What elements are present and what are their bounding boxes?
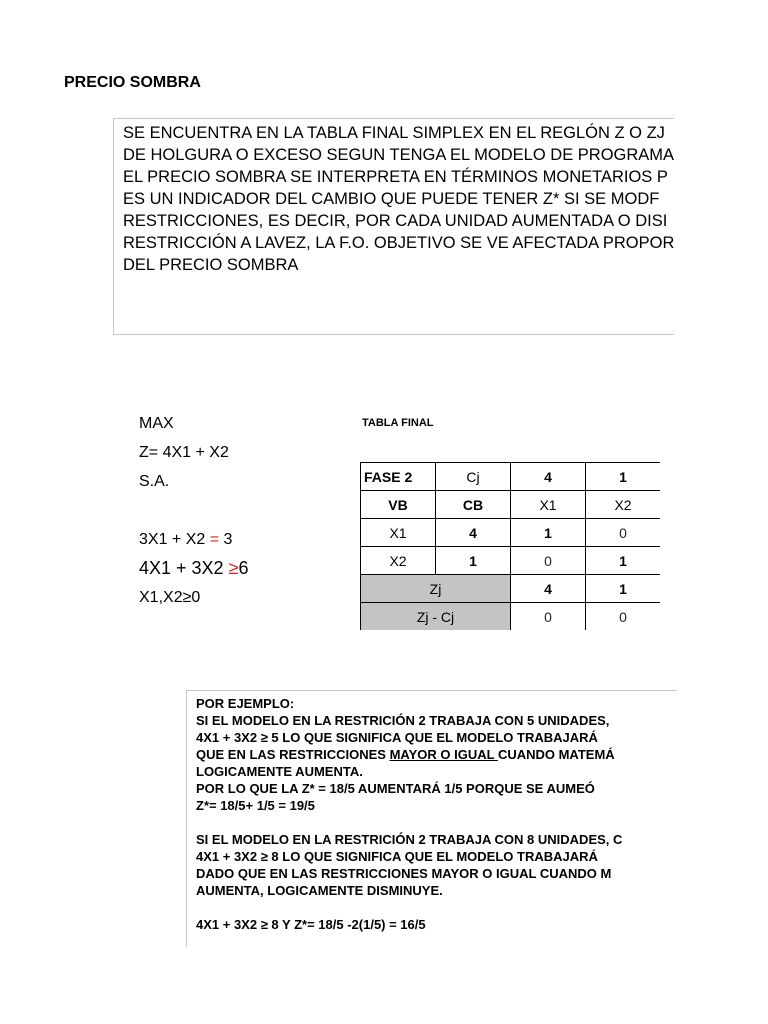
example-line: QUE EN LAS RESTRICCIONES MAYOR O IGUAL CUANDO MATEMÁ — [196, 747, 615, 762]
simplex-table-container — [360, 462, 660, 630]
table-row-zj-cj — [361, 603, 661, 631]
table-row-header — [361, 491, 661, 519]
example-line: SI EL MODELO EN LA RESTRICIÓN 2 TRABAJA CON 8 UNIDADES, C — [196, 832, 623, 847]
definition-line: DEL PRECIO SOMBRA — [123, 256, 299, 274]
example-line: POR EJEMPLO: — [196, 696, 295, 711]
vb-cell: X2 — [361, 547, 436, 575]
objective-type: MAX — [139, 415, 174, 432]
example-line: AUMENTA, LOGICAMENTE DISMINUYE. — [196, 883, 443, 898]
table-row — [361, 519, 661, 547]
lp-model — [139, 409, 248, 612]
constraint-2-left: 4X1 + 3X2 — [139, 558, 229, 578]
page-title: PRECIO SOMBRA — [64, 74, 201, 91]
definition-line: SE ENCUENTRA EN LA TABLA FINAL SIMPLEX EN EL REGLÓN Z O ZJ — [123, 124, 665, 142]
example-line: 4X1 + 3X2 ≥ 8 LO QUE SIGNIFICA QUE EL MODELO TRABAJARÁ — [196, 849, 598, 864]
constraint-1-operator: = — [209, 531, 220, 548]
constraint-1-right: 3 — [219, 531, 233, 548]
example-line: 4X1 + 3X2 ≥ 5 LO QUE SIGNIFICA QUE EL MODELO TRABAJARÁ — [196, 730, 598, 745]
vb-cell: X1 — [361, 519, 436, 547]
zj-value: 1 — [586, 575, 661, 603]
definition-line: DE HOLGURA O EXCESO SEGUN TENGA EL MODELO DE PROGRAMA — [123, 146, 674, 164]
value-cell: 0 — [511, 547, 586, 575]
cj-value-x1: 4 — [511, 463, 586, 491]
definition-line: RESTRICCIÓN A LAVEZ, LA F.O. OBJETIVO SE VE AFECTADA PROPOR — [123, 234, 674, 252]
x1-header: X1 — [511, 491, 586, 519]
zj-cj-value: 0 — [511, 603, 586, 631]
example-text — [196, 695, 677, 933]
cb-header: CB — [436, 491, 511, 519]
constraint-2 — [139, 554, 248, 583]
definition-line: RESTRICCIONES, ES DECIR, POR CADA UNIDAD AUMENTADA O DISI — [123, 212, 668, 230]
value-cell: 1 — [586, 547, 661, 575]
value-cell: 0 — [586, 519, 661, 547]
zj-cj-label: Zj - Cj — [361, 603, 511, 631]
zj-cj-value: 0 — [586, 603, 661, 631]
constraint-2-right: 6 — [238, 558, 249, 578]
zj-label: Zj — [361, 575, 511, 603]
zj-value: 4 — [511, 575, 586, 603]
example-line: Z*= 18/5+ 1/5 = 19/5 — [196, 798, 315, 813]
example-line: LOGICAMENTE AUMENTA. — [196, 764, 363, 779]
fase-cell: FASE 2 — [361, 463, 436, 491]
example-line: POR LO QUE LA Z* = 18/5 AUMENTARÁ 1/5 PORQUE SE AUMEÓ — [196, 781, 595, 796]
value-cell: 1 — [511, 519, 586, 547]
definition-line: EL PRECIO SOMBRA SE INTERPRETA EN TÉRMINOS MONETARIOS P — [123, 168, 668, 186]
underlined-phrase: MAYOR O IGUAL — [389, 747, 498, 762]
cb-cell: 1 — [436, 547, 511, 575]
cb-cell: 4 — [436, 519, 511, 547]
constraint-1 — [139, 525, 248, 554]
vb-header: VB — [361, 491, 436, 519]
definition-box — [113, 118, 674, 335]
table-row-cj — [361, 463, 661, 491]
example-line: SI EL MODELO EN LA RESTRICIÓN 2 TRABAJA CON 5 UNIDADES, — [196, 713, 610, 728]
example-line: 4X1 + 3X2 ≥ 8 Y Z*= 18/5 -2(1/5) = 16/5 — [196, 917, 426, 932]
table-row — [361, 547, 661, 575]
example-box — [186, 690, 677, 947]
tabla-final-label: TABLA FINAL — [362, 417, 434, 429]
constraint-1-left: 3X1 + X2 — [139, 531, 210, 548]
definition-text — [123, 122, 674, 276]
simplex-final-table — [360, 462, 660, 630]
example-line: DADO QUE EN LAS RESTRICCIONES MAYOR O IGUAL CUANDO M — [196, 866, 612, 881]
table-row-zj — [361, 575, 661, 603]
definition-line: ES UN INDICADOR DEL CAMBIO QUE PUEDE TENER Z* SI SE MODF — [123, 190, 660, 208]
cj-label-cell: Cj — [436, 463, 511, 491]
cj-value-x2: 1 — [586, 463, 661, 491]
objective-function: Z= 4X1 + X2 — [139, 444, 229, 461]
subject-to-label: S.A. — [139, 473, 170, 490]
nonnegativity-constraint: X1,X2≥0 — [139, 589, 201, 606]
constraint-2-operator: ≥ — [228, 558, 239, 578]
x2-header: X2 — [586, 491, 661, 519]
